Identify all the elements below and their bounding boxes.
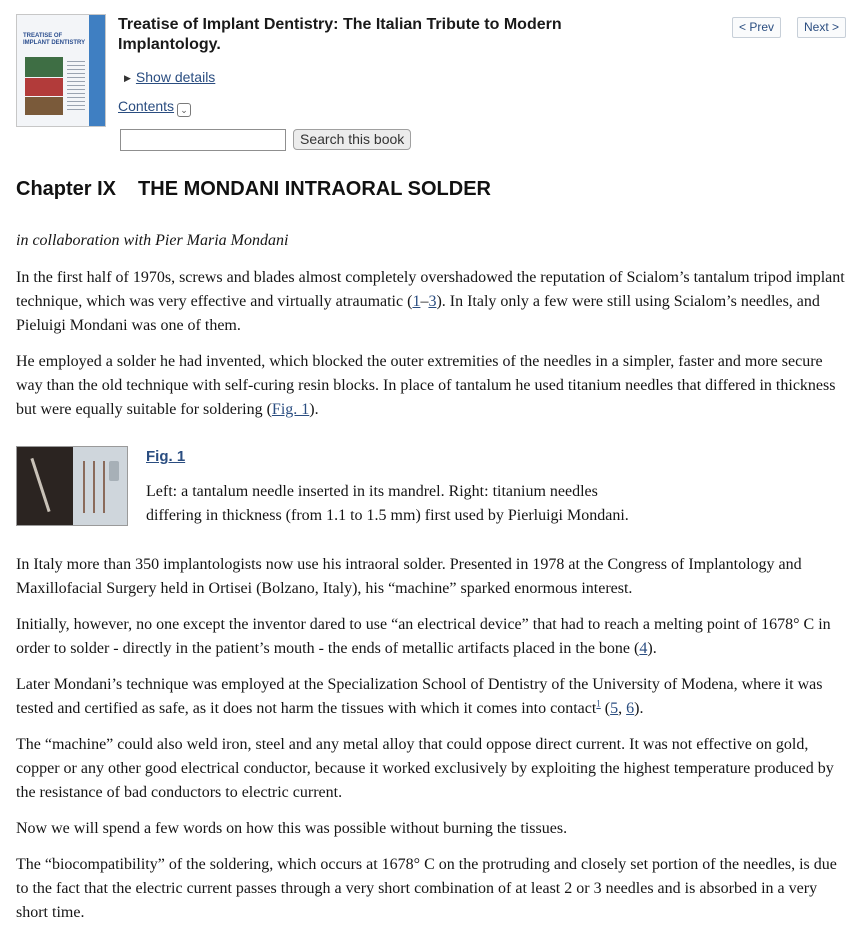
footnote-link[interactable]: 1	[596, 698, 601, 709]
paragraph-text: ,	[618, 700, 627, 717]
chapter-title: THE MONDANI INTRAORAL SOLDER	[138, 178, 491, 200]
cover-title-text: TREATISE OF IMPLANT DENTISTRY	[23, 33, 86, 46]
mandrel-photo	[17, 447, 73, 525]
chapter-heading	[16, 177, 491, 201]
contents-menu[interactable]	[118, 97, 191, 117]
next-page-button[interactable]: Next >	[797, 17, 846, 38]
paragraph	[16, 266, 850, 338]
paragraph: Now we will spend a few words on how this was possible without burning the tissues.	[16, 820, 568, 837]
paragraph-text: ).	[309, 401, 319, 418]
paragraph-text: In the first half of 1970s, screws and blades almost completely overshadowed the reputation of Scialom’s tantalum tripod implant technique, which was very effective and virtually atraumatic (	[16, 269, 845, 310]
search-book-button[interactable]: Search this book	[293, 129, 411, 150]
cover-photo	[25, 97, 63, 115]
show-details-toggle[interactable]	[124, 68, 215, 87]
chevron-down-icon[interactable]: ⌄	[177, 103, 191, 117]
paragraph-text: (	[600, 700, 611, 717]
mandrel-shape	[109, 461, 119, 481]
show-details-link[interactable]: Show details	[135, 69, 216, 85]
paragraph-text: ). In Italy only a few were still using Scialom’s needles, and Pieluigi Mondani was one of them.	[16, 293, 820, 334]
paragraph	[16, 673, 850, 721]
needles-photo	[73, 447, 127, 525]
paragraph-text: Initially, however, no one except the inventor dared to use “an electrical device” that had to reach a melting point of 1678° C in order to solder - directly in the patient’s mouth - the ends of metallic artifacts placed in the bone (	[16, 616, 831, 657]
titanium-needle-shape	[93, 461, 95, 513]
paragraph: The “machine” could also weld iron, steel and any metal alloy that could oppose direct current. It was not effective on gold, copper or any other good electrical conductor, because it worked exclusively by exploiting the highest temperature produced by the resistance of bad conductors to electric current.	[16, 736, 834, 801]
book-title: Treatise of Implant Dentistry: The Italian Tribute to Modern Implantology.	[118, 16, 562, 53]
cover-text-lines	[67, 61, 85, 111]
figure-1-link[interactable]: Fig. 1	[146, 448, 186, 465]
figure-caption-line: Left: a tantalum needle inserted in its mandrel. Right: titanium needles	[146, 483, 598, 500]
cover-photo	[25, 57, 63, 77]
chapter-number: Chapter IX	[16, 178, 117, 200]
figure-1-thumbnail[interactable]	[16, 446, 128, 526]
figure-reference-link[interactable]: Fig. 1	[271, 401, 310, 418]
reference-link[interactable]: 6	[626, 700, 635, 717]
titanium-needle-shape	[103, 461, 105, 513]
paragraph: The “biocompatibility” of the soldering, which occurs at 1678° C on the protruding and closely set portion of the needles, is due to the fact that the electric current passes through a very short combination of at least 2 or 3 needles and is absorbed in a very short time.	[16, 856, 837, 921]
paragraph-text: ).	[647, 640, 657, 657]
search-book-input[interactable]	[120, 129, 286, 151]
reference-link[interactable]: 3	[428, 293, 437, 310]
paragraph-text: Later Mondani’s technique was employed at the Specialization School of Dentistry of the University of Modena, where it was tested and certified as safe, as it does not harm the tissues with which it comes into contact	[16, 676, 823, 717]
paragraph: In Italy more than 350 implantologists now use his intraoral solder. Presented in 1978 at the Congress of Implantology and Maxillofacial Surgery held in Ortisei (Bolzano, Italy), his “machine” sparked enormous interest.	[16, 556, 802, 597]
reference-link[interactable]: 1	[412, 293, 421, 310]
cover-photo	[25, 78, 63, 96]
cover-spine-stripe	[89, 15, 105, 126]
figure-caption-line: differing in thickness (from 1.1 to 1.5 mm) first used by Pierluigi Mondani.	[146, 507, 629, 524]
reference-link[interactable]: 4	[639, 640, 648, 657]
paragraph-text: He employed a solder he had invented, which blocked the outer extremities of the needles in a simpler, faster and more secure way than the old technique with self-curing resin blocks. In place of tantalum he used titanium needles that differed in thickness but were equally suitable for soldering (	[16, 353, 836, 418]
paragraph	[16, 613, 850, 661]
book-cover-thumbnail[interactable]	[16, 14, 106, 127]
chapter-byline: in collaboration with Pier Maria Mondani	[16, 232, 289, 249]
figure-caption	[146, 480, 706, 528]
prev-page-button[interactable]: < Prev	[732, 17, 781, 38]
contents-link[interactable]: Contents	[118, 98, 175, 114]
reference-link[interactable]: 5	[610, 700, 619, 717]
paragraph-text: –	[420, 293, 429, 310]
paragraph-text: ).	[634, 700, 644, 717]
paragraph	[16, 350, 850, 422]
titanium-needle-shape	[83, 461, 85, 513]
triangle-right-icon: ▶	[124, 73, 131, 83]
